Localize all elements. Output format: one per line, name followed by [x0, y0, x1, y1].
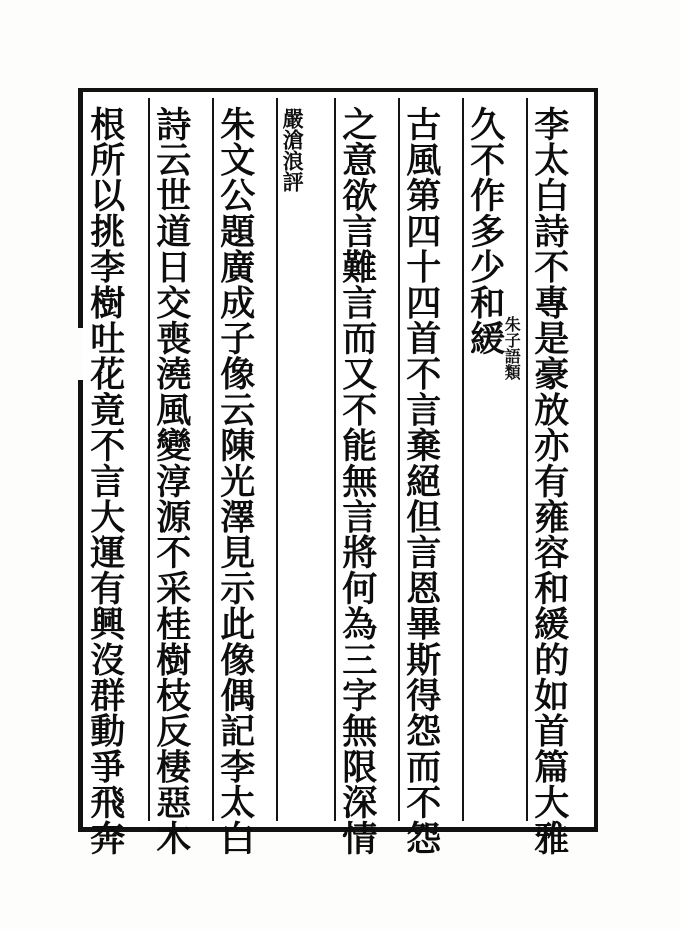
column-2-text: 久不作多少和緩	[464, 106, 506, 356]
text-column-6	[212, 98, 276, 856]
text-column-8	[84, 98, 148, 856]
column-7-text: 詩云世道日交喪澆風變淳源不采桂樹枝反棲惡木	[150, 106, 192, 856]
column-3-text: 古風第四十四首不言棄絕但言恩畢斯得怨而不怨	[400, 106, 442, 856]
text-column-7	[148, 98, 212, 856]
page-border-frame	[78, 88, 598, 856]
column-5-heading-text: 嚴滄浪評	[280, 108, 306, 192]
column-2-annotation: 朱子語類	[502, 316, 522, 380]
text-column-3	[398, 98, 462, 856]
column-6-text: 朱文公題廣成子像云陳光澤見示此像偶記李太白	[214, 106, 256, 856]
text-column-container	[83, 92, 594, 856]
column-2-inner	[464, 102, 523, 817]
text-column-4	[334, 98, 398, 856]
text-column-2	[462, 98, 526, 821]
column-1-text: 李太白詩不專是豪放亦有雍容和緩的如首篇大雅	[528, 106, 570, 856]
column-8-text: 根所以挑李樹吐花竟不言大運有興沒群動爭飛奔	[84, 106, 126, 856]
text-column-5-heading	[276, 98, 334, 821]
column-4-text: 之意欲言難言而又不能無言將何為三字無限深情	[336, 106, 378, 856]
text-column-1	[526, 98, 590, 856]
